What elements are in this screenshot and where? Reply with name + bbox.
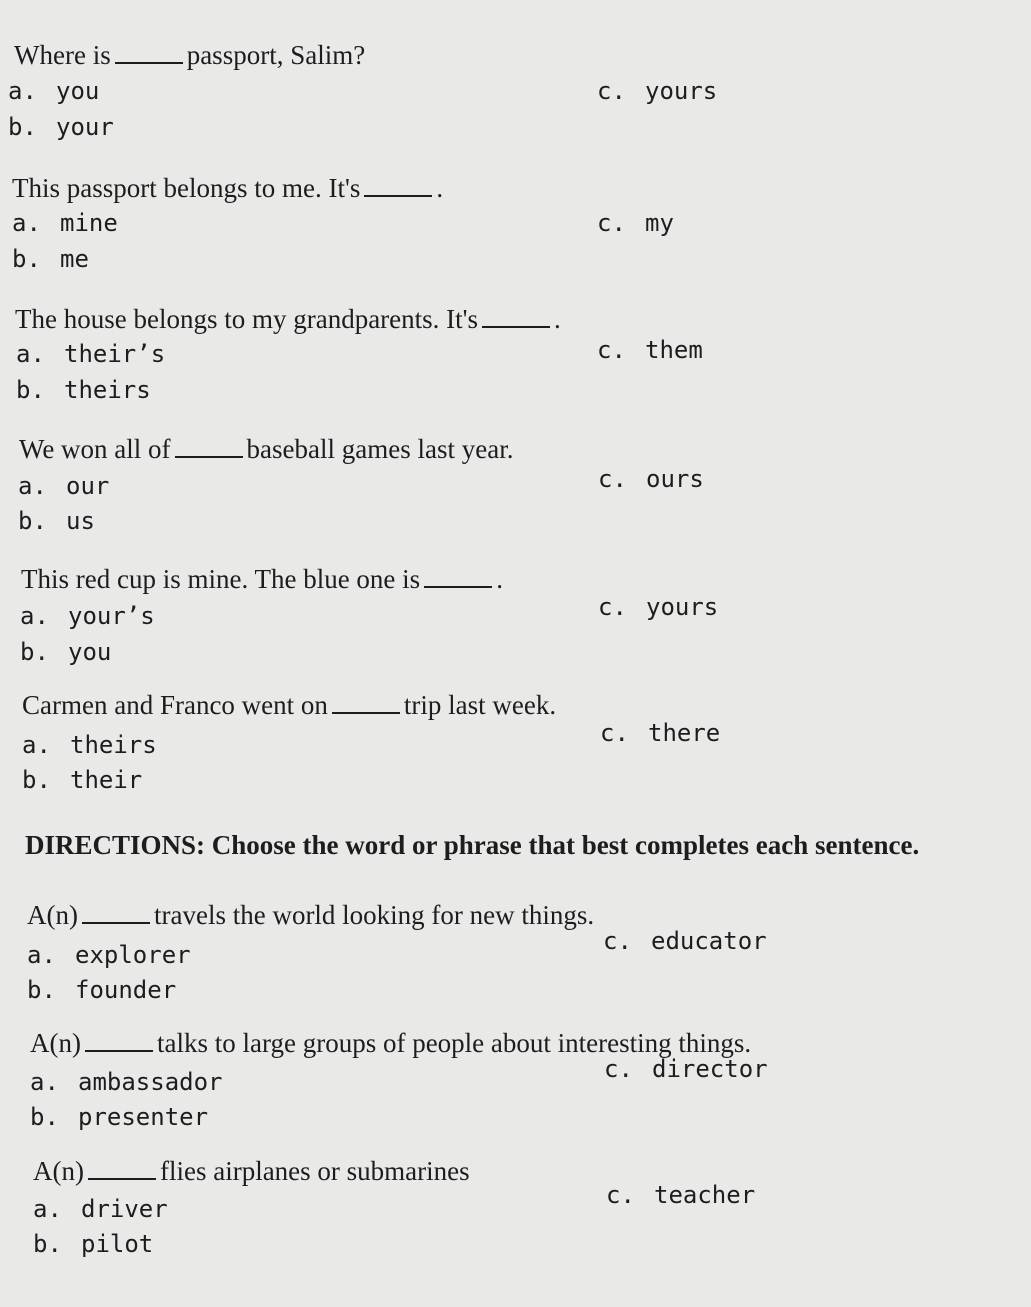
option-c: c. director	[604, 1055, 768, 1083]
stem-before: Where is	[14, 40, 111, 70]
option-a: a. driver	[33, 1195, 168, 1223]
option-a: a. ambassador	[30, 1068, 223, 1096]
answer-blank	[85, 1032, 153, 1052]
question-stem: We won all of baseball games last year.	[19, 434, 514, 464]
option-c: c. there	[600, 719, 721, 747]
option-a: a. their’s	[16, 340, 166, 368]
question-stem: A(n) flies airplanes or submarines	[33, 1156, 470, 1186]
option-b: b. pilot	[33, 1230, 154, 1258]
option-c: c. yours	[597, 77, 718, 105]
option-a: a. theirs	[22, 731, 157, 759]
option-a: a. your’s	[20, 602, 155, 630]
option-c: c. educator	[603, 927, 767, 955]
question-stem: A(n) talks to large groups of people about interesting things.	[30, 1028, 752, 1058]
option-b: b. presenter	[30, 1103, 209, 1131]
option-c: c. them	[597, 336, 703, 364]
option-c: c. ours	[598, 465, 704, 493]
option-b: b. your	[8, 113, 114, 141]
answer-blank	[82, 904, 150, 924]
stem-after: passport, Salim?	[186, 40, 366, 70]
answer-blank	[175, 438, 243, 458]
option-b: b. us	[18, 507, 95, 535]
directions-heading: DIRECTIONS: Choose the word or phrase that best completes each sentence.	[25, 830, 920, 860]
answer-blank	[88, 1160, 156, 1180]
option-b: b. theirs	[16, 376, 151, 404]
question-stem: This passport belongs to me. It's .	[12, 173, 444, 203]
option-b: b. you	[20, 638, 112, 666]
option-b: b. founder	[27, 976, 177, 1004]
question-stem: The house belongs to my grandparents. It's .	[15, 304, 561, 334]
option-a: a. our	[18, 472, 110, 500]
answer-blank	[332, 694, 400, 714]
answer-blank	[115, 44, 183, 64]
option-a: a. you	[8, 77, 100, 105]
answer-blank	[424, 568, 492, 588]
option-a: a. explorer	[27, 941, 191, 969]
option-c: c. my	[597, 209, 674, 237]
question-stem: Carmen and Franco went on trip last week.	[22, 690, 557, 720]
option-c: c. yours	[598, 593, 719, 621]
option-a: a. mine	[12, 209, 118, 237]
question-stem: A(n) travels the world looking for new things.	[27, 900, 595, 930]
answer-blank	[482, 308, 550, 328]
option-b: b. me	[12, 245, 89, 273]
question-stem	[14, 42, 365, 69]
option-c: c. teacher	[606, 1181, 756, 1209]
question-stem: This red cup is mine. The blue one is .	[21, 564, 503, 594]
answer-blank	[364, 177, 432, 197]
option-b: b. their	[22, 766, 143, 794]
